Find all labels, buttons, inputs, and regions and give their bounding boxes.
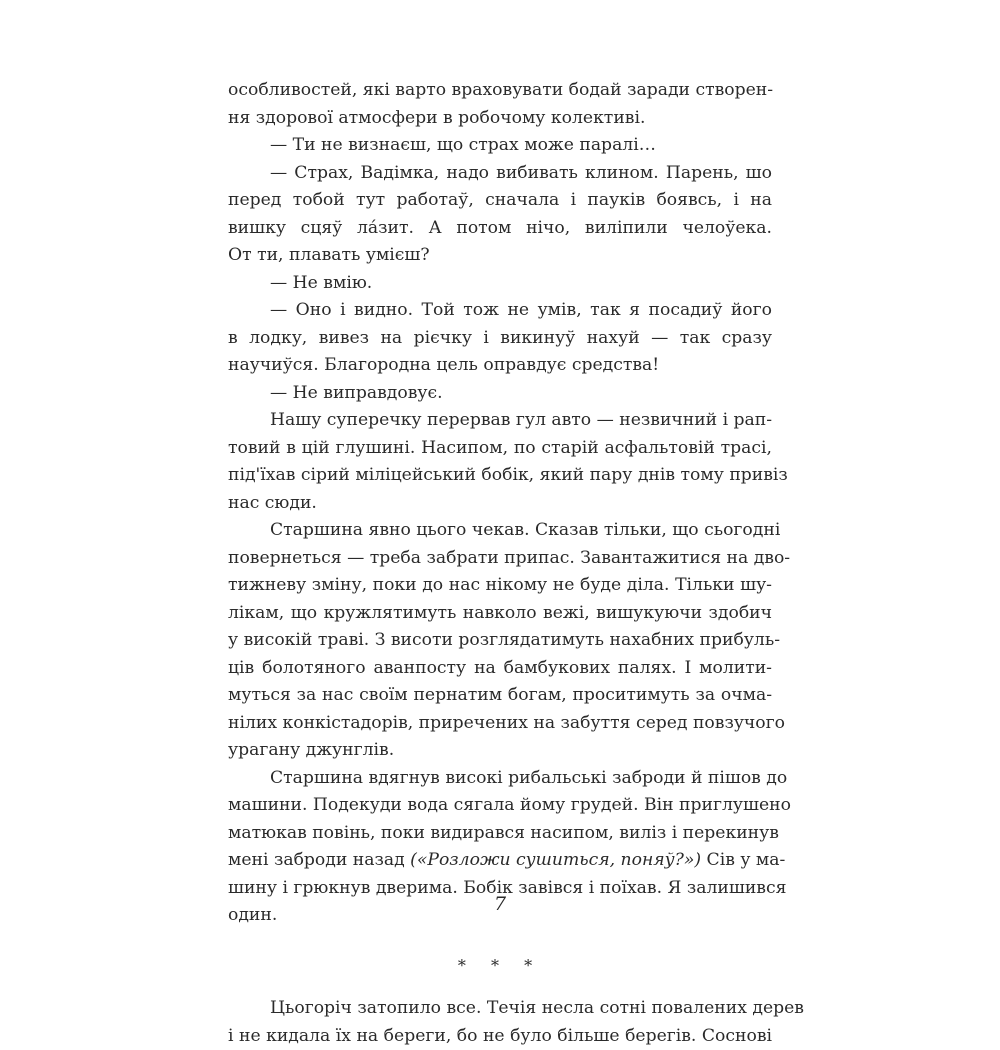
page-number: 7 [0, 893, 1000, 915]
text-line: машини. Подекуди вода сягала йому грудей. Він приглушено [228, 792, 772, 820]
text-line: шину і грюкнув дверима. Бобік завівся і поїхав. Я залишився [228, 875, 772, 903]
text-line: урагану джунглів. [228, 737, 772, 765]
text-line-with-quote [228, 847, 772, 875]
paragraph-5 [228, 995, 772, 1050]
dialog-line-2 [228, 160, 772, 270]
text-line: лікам, що кружлятимуть навколо вежі, вишукуючи здобич [228, 600, 772, 628]
text-line: муться за нас своїм пернатим богам, проситимуть за очма- [228, 682, 772, 710]
text-line: Нашу суперечку перервав гул авто — незвичний і рап- [228, 407, 772, 435]
section-separator: * * * [228, 952, 772, 980]
text-line: Старшина вдягнув високі рибальські заброди й пішов до [228, 765, 772, 793]
text-line: тижневу зміну, поки до нас нікому не буде діла. Тільки шу- [228, 572, 772, 600]
text-line: — Страх, Вадімка, надо вибивать клином. Парень, шо [270, 160, 772, 188]
text-line: ців болотяного аванпосту на бамбукових палях. І молити- [228, 655, 772, 683]
text-line: Цьогоріч затопило все. Течія несла сотні повалених дерев [228, 995, 772, 1023]
dialog-line-1 [228, 132, 772, 160]
dialog-line-5 [228, 380, 772, 408]
text-line: і не кидала їх на береги, бо не було більше берегів. Соснові [228, 1023, 772, 1050]
text-line: нас сюди. [228, 490, 772, 518]
text-line: ня здорової атмосфери в робочому колективі. [228, 105, 772, 133]
text-fragment: Сів у ма- [701, 850, 785, 870]
text-line: От ти, плавать умієш? [228, 242, 772, 270]
italic-quote: («Розложи сушиться, поняў?») [410, 850, 701, 870]
text-line: — Не виправдовує. [270, 380, 772, 408]
dialog-line-4 [228, 297, 772, 380]
text-line: в лодку, вивез на рієчку і викинуў нахуй — так сразу [228, 325, 772, 353]
text-line: — Ти не визнаєш, що страх може паралі… [270, 132, 772, 160]
text-line: у високій траві. З висоти розглядатимуть нахабних прибуль- [228, 627, 772, 655]
text-line: під'їхав сірий міліцейський бобік, який пару днів тому привіз [228, 462, 772, 490]
paragraph-3 [228, 517, 772, 765]
text-line: матюкав повінь, поки видирався насипом, виліз і перекинув [228, 820, 772, 848]
text-fragment: мені заброди назад [228, 850, 410, 870]
paragraph-1 [228, 77, 772, 132]
text-line: вишку сцяў ла́зит. А потом нічо, виліпили челоўека. [228, 215, 772, 243]
text-line: Старшина явно цього чекав. Сказав тільки, що сьогодні [228, 517, 772, 545]
text-line: товий в цій глушині. Насипом, по старій асфальтовій трасі, [228, 435, 772, 463]
text-line: перед тобой тут работаў, сначала і пауків боявсь, і на [228, 187, 772, 215]
paragraph-2 [228, 407, 772, 517]
text-line: научиўся. Благородна цель оправдує средства! [228, 352, 772, 380]
dialog-line-3 [228, 270, 772, 298]
text-line: повернеться — треба забрати припас. Завантажитися на дво- [228, 545, 772, 573]
text-line: — Не вмію. [270, 270, 772, 298]
text-line: один. [228, 902, 772, 930]
text-line: особливостей, які варто враховувати бодай заради створен- [228, 77, 772, 105]
text-line: — Оно і видно. Той тож не умів, так я посадиў його [270, 297, 772, 325]
text-line: нілих конкістадорів, приречених на забуття серед повзучого [228, 710, 772, 738]
